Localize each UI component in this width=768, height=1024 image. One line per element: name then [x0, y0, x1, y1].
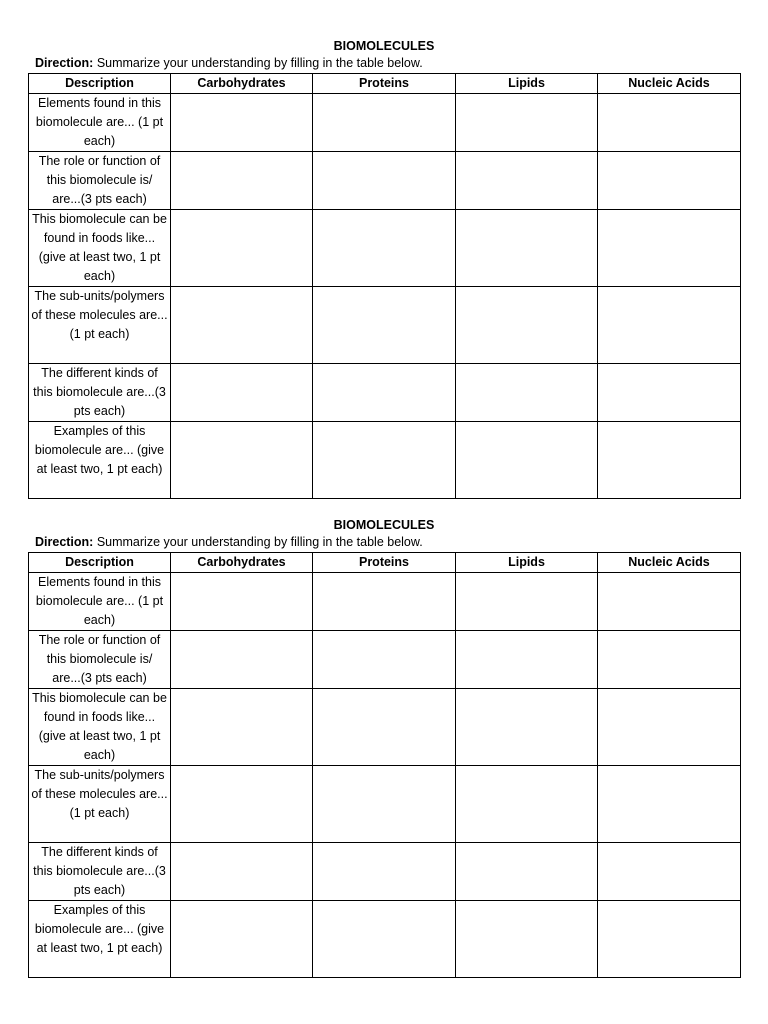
answer-cell-lipids[interactable]	[456, 152, 598, 210]
direction-line	[28, 534, 740, 552]
answer-cell-lipids[interactable]	[456, 631, 598, 689]
answer-cell-carbohydrates[interactable]	[171, 766, 313, 843]
answer-cell-proteins[interactable]	[313, 766, 456, 843]
answer-cell-carbohydrates[interactable]	[171, 364, 313, 422]
answer-cell-lipids[interactable]	[456, 689, 598, 766]
row-description: The sub-units/polymers of these molecules are...(1 pt each)	[29, 287, 171, 364]
table-row	[29, 422, 741, 499]
row-description: The role or function of this biomolecule is/ are...(3 pts each)	[29, 631, 171, 689]
answer-cell-lipids[interactable]	[456, 901, 598, 978]
answer-cell-carbohydrates[interactable]	[171, 152, 313, 210]
row-description: The different kinds of this biomolecule are...(3 pts each)	[29, 364, 171, 422]
table-row	[29, 94, 741, 152]
answer-cell-lipids[interactable]	[456, 573, 598, 631]
row-description: The sub-units/polymers of these molecules are...(1 pt each)	[29, 766, 171, 843]
row-description: Elements found in this biomolecule are... (1 pt each)	[29, 94, 171, 152]
answer-cell-proteins[interactable]	[313, 422, 456, 499]
table-row	[29, 689, 741, 766]
answer-cell-carbohydrates[interactable]	[171, 631, 313, 689]
direction-text: Summarize your understanding by filling in the table below.	[93, 56, 423, 70]
worksheet-2	[28, 517, 740, 978]
answer-cell-nucleic-acids[interactable]	[598, 689, 741, 766]
answer-cell-carbohydrates[interactable]	[171, 901, 313, 978]
answer-cell-lipids[interactable]	[456, 287, 598, 364]
answer-cell-nucleic-acids[interactable]	[598, 287, 741, 364]
answer-cell-lipids[interactable]	[456, 843, 598, 901]
answer-cell-nucleic-acids[interactable]	[598, 573, 741, 631]
biomolecules-table	[28, 552, 741, 978]
answer-cell-carbohydrates[interactable]	[171, 689, 313, 766]
row-description: The different kinds of this biomolecule are...(3 pts each)	[29, 843, 171, 901]
answer-cell-nucleic-acids[interactable]	[598, 766, 741, 843]
header-nucleic-acids: Nucleic Acids	[598, 74, 741, 94]
answer-cell-proteins[interactable]	[313, 631, 456, 689]
direction-line	[28, 55, 740, 73]
header-proteins: Proteins	[313, 553, 456, 573]
header-nucleic-acids: Nucleic Acids	[598, 553, 741, 573]
biomolecules-table	[28, 73, 741, 499]
answer-cell-nucleic-acids[interactable]	[598, 94, 741, 152]
header-carbohydrates: Carbohydrates	[171, 74, 313, 94]
worksheet-title: BIOMOLECULES	[333, 518, 435, 532]
answer-cell-nucleic-acids[interactable]	[598, 152, 741, 210]
direction-text: Summarize your understanding by filling in the table below.	[93, 535, 423, 549]
direction-label: Direction:	[35, 56, 94, 70]
table-row	[29, 631, 741, 689]
answer-cell-carbohydrates[interactable]	[171, 422, 313, 499]
row-description: This biomolecule can be found in foods like...(give at least two, 1 pt each)	[29, 210, 171, 287]
answer-cell-carbohydrates[interactable]	[171, 573, 313, 631]
answer-cell-proteins[interactable]	[313, 364, 456, 422]
answer-cell-proteins[interactable]	[313, 901, 456, 978]
answer-cell-nucleic-acids[interactable]	[598, 364, 741, 422]
table-row	[29, 766, 741, 843]
answer-cell-nucleic-acids[interactable]	[598, 422, 741, 499]
table-row	[29, 287, 741, 364]
header-description: Description	[29, 74, 171, 94]
answer-cell-lipids[interactable]	[456, 364, 598, 422]
table-header-row	[29, 74, 741, 94]
answer-cell-carbohydrates[interactable]	[171, 210, 313, 287]
row-description: The role or function of this biomolecule is/ are...(3 pts each)	[29, 152, 171, 210]
header-lipids: Lipids	[456, 553, 598, 573]
worksheet-1	[28, 38, 740, 499]
answer-cell-proteins[interactable]	[313, 843, 456, 901]
row-description: Examples of this biomolecule are... (give at least two, 1 pt each)	[29, 422, 171, 499]
answer-cell-proteins[interactable]	[313, 287, 456, 364]
answer-cell-nucleic-acids[interactable]	[598, 210, 741, 287]
answer-cell-lipids[interactable]	[456, 422, 598, 499]
answer-cell-proteins[interactable]	[313, 210, 456, 287]
table-row	[29, 364, 741, 422]
answer-cell-proteins[interactable]	[313, 573, 456, 631]
answer-cell-proteins[interactable]	[313, 152, 456, 210]
table-row	[29, 210, 741, 287]
row-description: This biomolecule can be found in foods like...(give at least two, 1 pt each)	[29, 689, 171, 766]
answer-cell-nucleic-acids[interactable]	[598, 631, 741, 689]
table-row	[29, 843, 741, 901]
header-carbohydrates: Carbohydrates	[171, 553, 313, 573]
answer-cell-nucleic-acids[interactable]	[598, 843, 741, 901]
row-description: Elements found in this biomolecule are... (1 pt each)	[29, 573, 171, 631]
answer-cell-lipids[interactable]	[456, 94, 598, 152]
answer-cell-carbohydrates[interactable]	[171, 94, 313, 152]
table-row	[29, 573, 741, 631]
answer-cell-lipids[interactable]	[456, 210, 598, 287]
direction-label: Direction:	[35, 535, 94, 549]
answer-cell-carbohydrates[interactable]	[171, 287, 313, 364]
answer-cell-lipids[interactable]	[456, 766, 598, 843]
answer-cell-proteins[interactable]	[313, 689, 456, 766]
table-header-row	[29, 553, 741, 573]
header-lipids: Lipids	[456, 74, 598, 94]
header-description: Description	[29, 553, 171, 573]
header-proteins: Proteins	[313, 74, 456, 94]
worksheet-title: BIOMOLECULES	[333, 39, 435, 53]
answer-cell-carbohydrates[interactable]	[171, 843, 313, 901]
table-row	[29, 152, 741, 210]
table-row	[29, 901, 741, 978]
row-description: Examples of this biomolecule are... (give at least two, 1 pt each)	[29, 901, 171, 978]
answer-cell-nucleic-acids[interactable]	[598, 901, 741, 978]
answer-cell-proteins[interactable]	[313, 94, 456, 152]
